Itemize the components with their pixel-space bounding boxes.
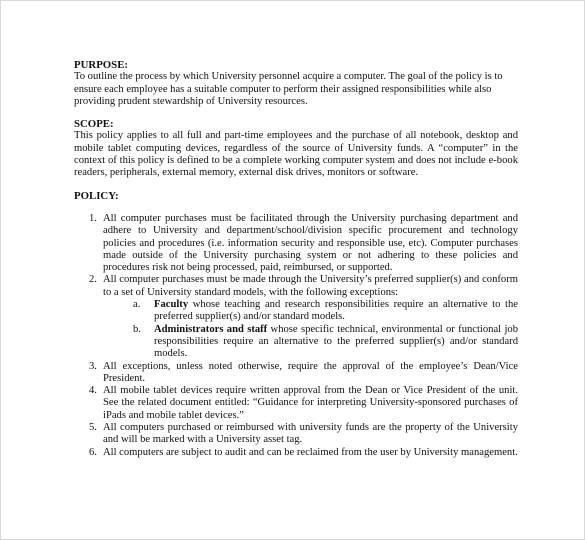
scope-text: This policy applies to all full and part-time employees and the purchase of all notebook, desktop and mobile tablet computing devices, regardless of the source of University funds. A “computer” in the context of this policy is defined to be a complete working computer system and does not include e-book readers, peripherals, external memory, external disk drives, monitors or software.	[74, 130, 518, 179]
exceptions-list	[103, 299, 518, 360]
policy-item-number: 1.	[89, 212, 97, 224]
scope-heading: SCOPE:	[74, 118, 114, 131]
exception-item-administrators	[103, 324, 518, 361]
policy-heading: POLICY:	[74, 189, 119, 202]
policy-item-2	[74, 274, 518, 360]
policy-item-number: 2.	[89, 274, 97, 286]
policy-item-number: 5.	[89, 422, 97, 434]
exception-text: whose teaching and research responsibilities require an alternative to the preferred supplier(s) and/or standard models.	[154, 299, 518, 323]
policy-item-text: All computer purchases must be made through the University’s preferred supplier(s) and conform to a set of University standard models, with the following exceptions:	[103, 274, 518, 298]
policy-item-number: 4.	[89, 385, 97, 397]
policy-item-1	[74, 213, 518, 274]
policy-item-text: All computers purchased or reimbursed with university funds are the property of the University and will be marked with a University asset tag.	[103, 422, 518, 446]
policy-item-text: All exceptions, unless noted otherwise, require the approval of the employee’s Dean/Vice President.	[103, 360, 518, 384]
purpose-text: To outline the process by which University personnel acquire a computer. The goal of the policy is to ensure each employee has a suitable computer to perform their assigned responsibilities while also providing prudent stewardship of University resources.	[74, 71, 503, 107]
policy-item-text: All computer purchases must be facilitated through the University purchasing department and adhere to University and department/school/division specific procurement and technology policies and procedures (i.e. information security and responsible use, etc). Computer purchases made outside of the University purchasing system or not adhering to these policies and procedures risk not being processed, paid, reimbursed, or supported.	[103, 212, 518, 274]
policy-item-number: 3.	[89, 360, 97, 372]
policy-item-number: 6.	[89, 446, 97, 458]
policy-item-5	[74, 422, 518, 447]
policy-item-4	[74, 385, 518, 422]
exception-title: Administrators and staff	[154, 323, 268, 335]
document-body	[74, 59, 518, 469]
purpose-section	[74, 59, 518, 108]
purpose-heading: PURPOSE:	[74, 59, 128, 71]
scope-section	[74, 118, 518, 179]
policy-item-3	[74, 361, 518, 386]
policy-item-6	[74, 447, 518, 459]
exception-text: whose specific technical, environmental or functional job responsibilities require an alternative to the preferred supplier(s) and/or standard models.	[154, 323, 518, 360]
policy-section	[74, 190, 518, 459]
exception-title: Faculty	[154, 299, 189, 311]
exception-letter: b.	[133, 323, 141, 335]
policy-item-text: All computers are subject to audit and can be reclaimed from the user by University management.	[103, 446, 518, 458]
exception-letter: a.	[133, 299, 141, 311]
policy-item-text: All mobile tablet devices require written approval from the Dean or Vice President of the unit. See the related document entitled: “Guidance for interpreting University-sponsored purchases of iPads and mobile tablet devices.”	[103, 385, 518, 421]
policy-list	[74, 213, 518, 459]
exception-item-faculty	[103, 299, 518, 324]
